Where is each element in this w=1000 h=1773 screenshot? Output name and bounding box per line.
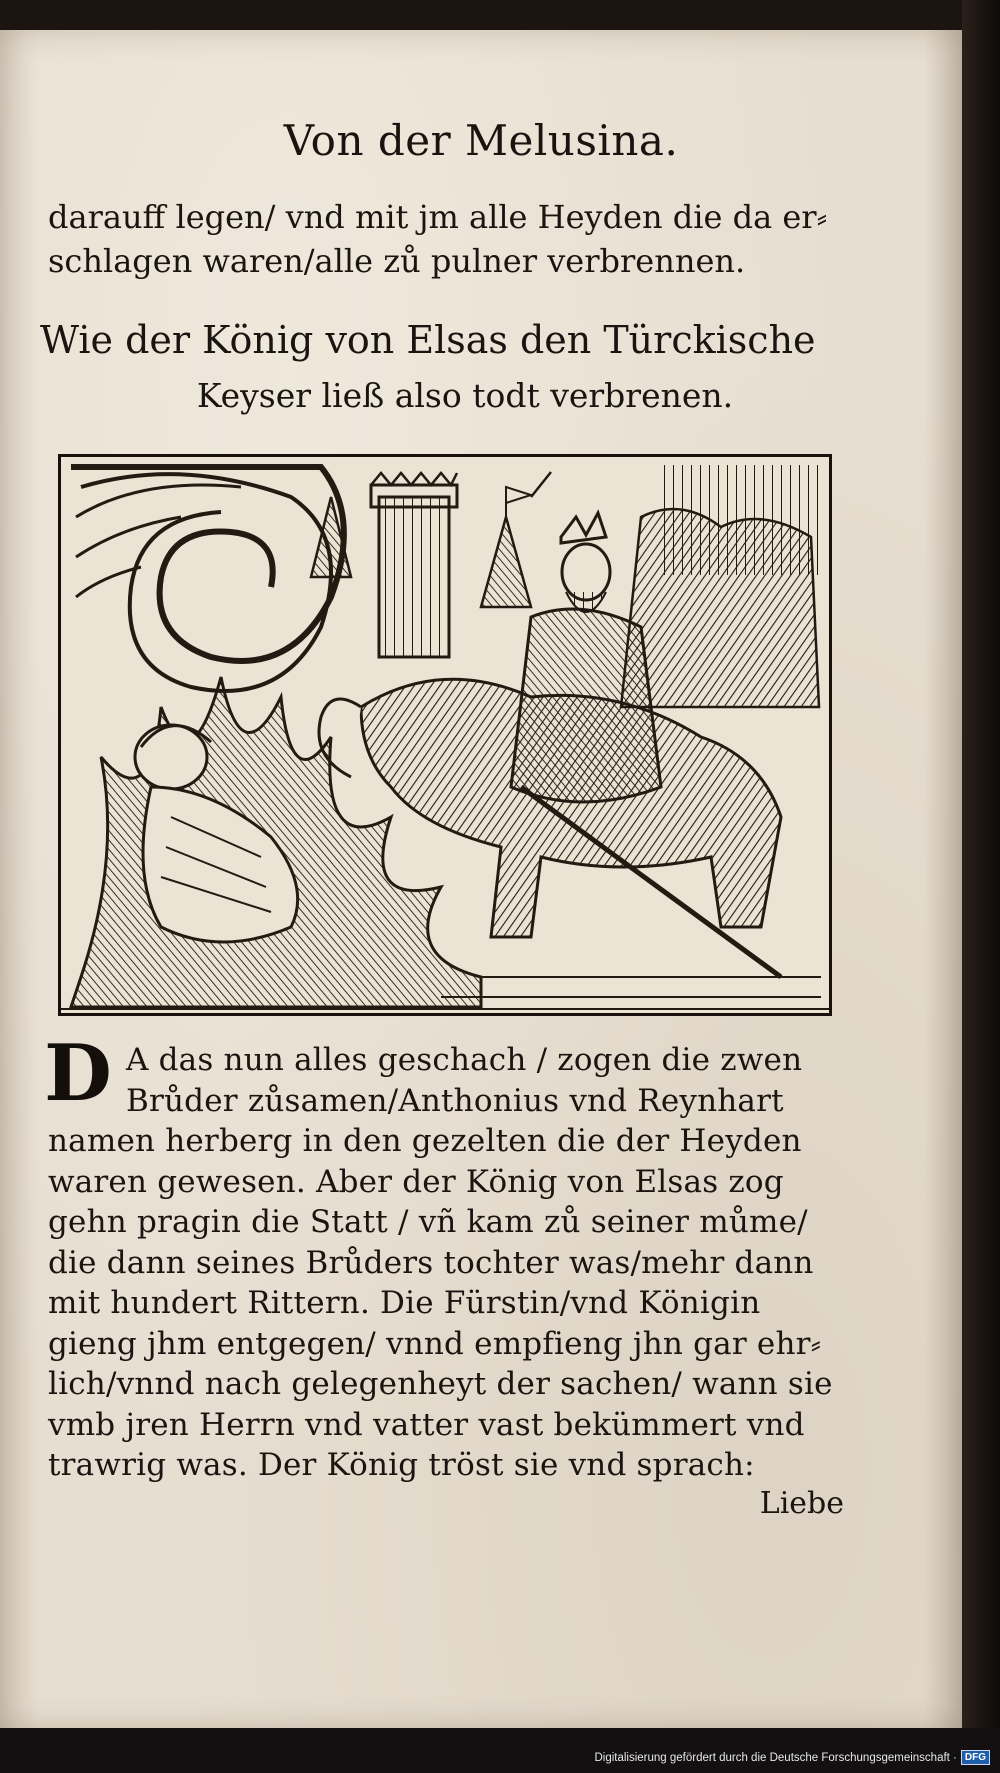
text-line: Brůder zůsamen/Anthonius vnd Reynhart	[126, 1082, 784, 1119]
text-line: lich/vnnd nach gelegenheyt der sachen/ wann sie	[48, 1366, 833, 1402]
text-line: namen herberg in den gezelten die der Heyden	[48, 1123, 802, 1159]
heading-line: Keyser ließ also todt verbrenen.	[196, 376, 734, 415]
text-line: gehn pragin die Statt / vñ kam zů seiner můme/	[48, 1204, 808, 1240]
continuation-text	[48, 195, 868, 283]
text-line: trawrig was. Der König tröst sie vnd sprach:	[48, 1447, 755, 1483]
chapter-heading	[40, 312, 890, 424]
running-head: Von der Melusina.	[283, 116, 679, 165]
digitization-credit	[594, 1750, 990, 1765]
text-line: vmb jren Herrn vnd vatter vast bekümmert vnd	[48, 1406, 805, 1443]
text-line: gieng jhm entgegen/ vnnd empfieng jhn gar ehr⸗	[48, 1325, 822, 1362]
scan-background	[962, 0, 1000, 1773]
text-line: die dann seines Brůders tochter was/mehr dann	[48, 1244, 814, 1281]
text-line: mit hundert Rittern. Die Fürstin/vnd Königin	[48, 1285, 761, 1321]
drop-cap-initial: D	[44, 1028, 112, 1119]
credit-text: Digitalisierung gefördert durch die Deutsche Forschungsgemeinschaft ·	[594, 1751, 957, 1764]
heading-line: Wie der König von Elsas den Türckische	[40, 318, 816, 362]
body-text	[48, 1040, 868, 1486]
text-line: schlagen waren/alle zů pulner verbrennen.	[48, 242, 746, 280]
text-line: darauff legen/ vnd mit jm alle Heyden die da er⸗	[48, 198, 828, 236]
text-line: A das nun alles geschach / zogen die zwen	[126, 1042, 803, 1078]
woodcut-drawing	[61, 457, 829, 1013]
woodcut-illustration	[58, 454, 832, 1016]
catchword: Liebe	[759, 1486, 844, 1521]
dfg-logo-icon: DFG	[961, 1750, 990, 1765]
text-line: waren gewesen. Aber der König von Elsas zog	[48, 1163, 784, 1200]
book-page	[0, 30, 962, 1728]
